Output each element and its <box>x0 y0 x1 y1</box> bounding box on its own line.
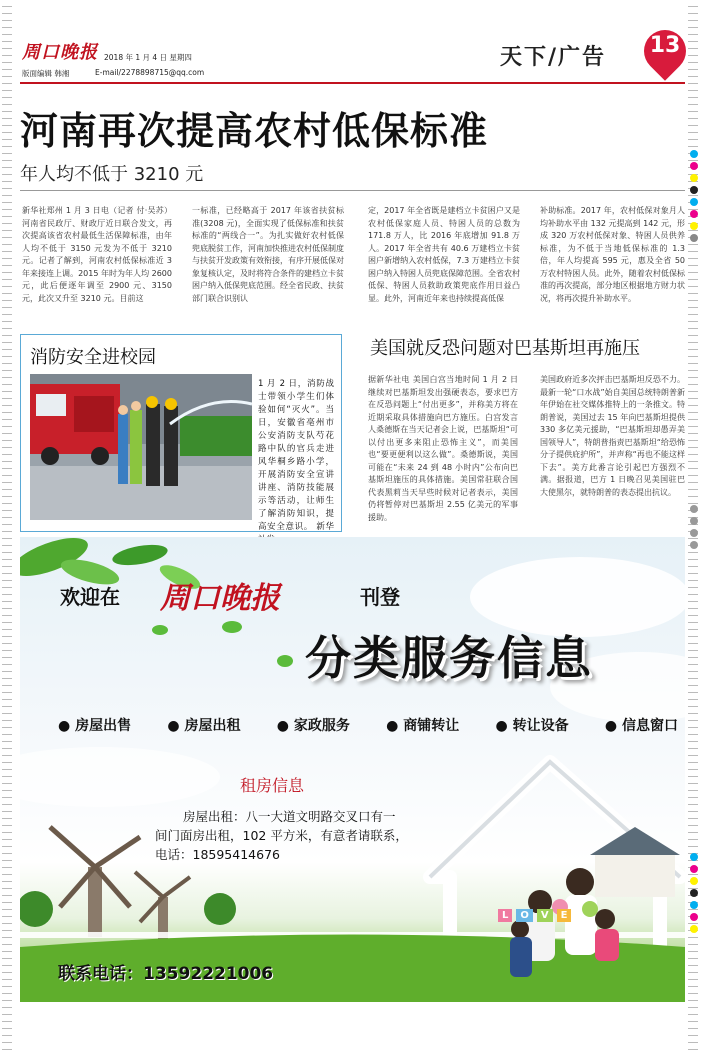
fire-story-caption: 1 月 2 日，消防战士带领小学生们体验如何“灭火”。当日，安徽省亳州市公安消防支队芍花路中队的官兵走进风华桐乡路小学，开展消防安全宣讲讲座、消防技能展示等活动，让师生了解消防知识，提高安全意识。 新华 <box>258 379 334 532</box>
category-shop-transfer: ● 商铺转让 <box>386 718 460 734</box>
left-margin-ruler <box>2 0 12 1052</box>
classified-ad-banner <box>20 537 685 1002</box>
rental-line-2: 间门面房出租，102 平方米，有意者请联系， <box>155 828 408 843</box>
love-letter-l: L <box>498 909 512 922</box>
ad-category-list <box>58 715 678 735</box>
page-number: 13 <box>649 33 681 58</box>
issue-date: 2018 年 1 月 4 日 星期四 <box>104 53 192 62</box>
rental-listing <box>155 807 408 864</box>
category-housekeeping: ● 家政服务 <box>276 718 350 734</box>
section-title: 天下/广告 <box>500 44 607 70</box>
lead-headline: 河南再次提高农村低保标准 <box>20 108 489 153</box>
category-house-rent: ● 房屋出租 <box>167 718 241 734</box>
lead-column-3: 定，2017 年全省既是建档立卡贫困户又是农村低保家庭人员、特困人员的总数为 171.8 万人，比 2016 年底增加 91.8 万人。2017 年全省共有 40.6 万建档立卡贫困户新增纳入农村低保，7.3 万建档立卡贫困户纳入特困人员兜底保障范围。全省农村低保、特困人员救助政策兜底作用日益凸显。此外，河南近年来也持续提高低保 <box>368 206 520 303</box>
ad-contact-phone: 联系电话：13592221006 <box>58 964 274 984</box>
usa-column-1: 据新华社电 美国白宫当地时间 1 月 2 日继续对巴基斯坦发出强硬表态，要求巴方在反恐问题上“付出更多”，并称美方将在近期采取具体措施向巴方施压。白宫发言人桑德斯在当天记者会上说，巴基斯坦“可以付出更多来阻止恐怖主义”，而美国也“要更便利以这么做”。桑德斯说，美国可能在“未来 24 到 48 小时内”公布向巴基斯坦施压的具体措施。美国常驻联合国代表黑莉当天早些时候对记者表示，美国仍将暂停对巴基斯坦 2.55 亿美元的军事援助。 <box>368 375 518 522</box>
lead-column-1: 新华社郑州 1 月 3 日电（记者 付·吴苏）河南省民政厅、财政厅近日联合发文，再次提高该省农村最低生活保障标准，由年人均不低于 3150 元发为不低于 3210 元。记者了解到，河南农村低保标准近 3 年来接连上调。2015 年时为年人均 2600 元，此后便逐年调至 2900 元、3150 元，此次又升至 3210 元。目前这 <box>22 206 172 303</box>
color-registration-marks-top <box>690 150 700 246</box>
ad-publish-text: 刊登 <box>360 585 400 609</box>
category-equipment-transfer: ● 转让设备 <box>495 718 569 734</box>
category-info-window: ● 信息窗口 <box>604 718 678 734</box>
love-letter-o: O <box>516 909 533 922</box>
usa-story-title: 美国就反恐问题对巴基斯坦再施压 <box>370 338 640 359</box>
subhead-divider <box>20 190 685 191</box>
category-house-sale: ● 房屋出售 <box>58 718 132 734</box>
lead-subhead: 年人均不低于 3210 元 <box>20 164 204 185</box>
lead-column-4: 补助标准。2017 年，农村低保对象月人均补助水平由 132 元提高到 142 元，形成 320 万农村低保对象、特困人员供养标准，为不低于当地低保标准的 1.3 倍，年人均提高 595 元，惠及全省 50 万农村特困人员。此外，随着农村低保标准的再次提高，部分地区根据地方财力状况，将再次提升补助水平。 <box>540 206 685 303</box>
color-registration-marks-bottom <box>690 853 700 937</box>
lead-column-2: 一标准，已经略高于 2017 年该省扶贫标准(3208 元)，全面实现了低保标准和扶贫标准的“两线合一”。为扎实做好农村低保兜底脱贫工作，河南加快推进农村低保制度与扶贫开发政策有效衔接，有序开展低保对象复核认定，及时将符合条件的建档立卡贫困户纳入低保兜底范围。经全省民政、扶贫部门联合识别认 <box>192 206 344 303</box>
fire-story-title: 消防安全进校园 <box>30 347 156 368</box>
newspaper-logo: 周口晚报 <box>22 42 98 63</box>
rental-line-1: 房屋出租：八一大道文明路交叉口有一 <box>183 809 396 824</box>
ad-welcome-text: 欢迎在 <box>60 585 120 609</box>
masthead-divider <box>20 82 685 84</box>
love-blocks <box>498 909 571 922</box>
grey-registration-marks <box>690 505 700 553</box>
rental-line-3: 电话：18595414676 <box>155 847 280 862</box>
fire-drill-photo <box>30 374 252 520</box>
usa-column-2: 美国政府近多次抨击巴基斯坦反恐不力。最新一轮“口水战”始自美国总统特朗普新年伊始在社交媒体推特上的一条推文。特朗普说，美国过去 15 年向巴基斯坦提供 330 多亿美元援助，“巴基斯坦却愚弄美国领导人”，特朗普指责巴基斯坦“给恐怖分子提供庇护所”，并声称“再也不能这样下去”。美方此番言论引起巴方强烈不满。据报道，巴方 1 日晚召见美国驻巴大使黑尔，就特朗普的表态提出抗议。 <box>540 375 685 497</box>
love-letter-e: E <box>557 909 572 922</box>
editor-email: E-mail/2278898715@qq.com <box>95 68 205 77</box>
rental-heading: 租房信息 <box>240 776 305 795</box>
ad-main-title: 分类服务信息 <box>305 631 593 685</box>
ad-paper-logo: 周口晚报 <box>160 581 280 616</box>
love-letter-v: V <box>537 909 553 922</box>
page-editor: 版面编辑 韩湘 <box>22 69 70 78</box>
